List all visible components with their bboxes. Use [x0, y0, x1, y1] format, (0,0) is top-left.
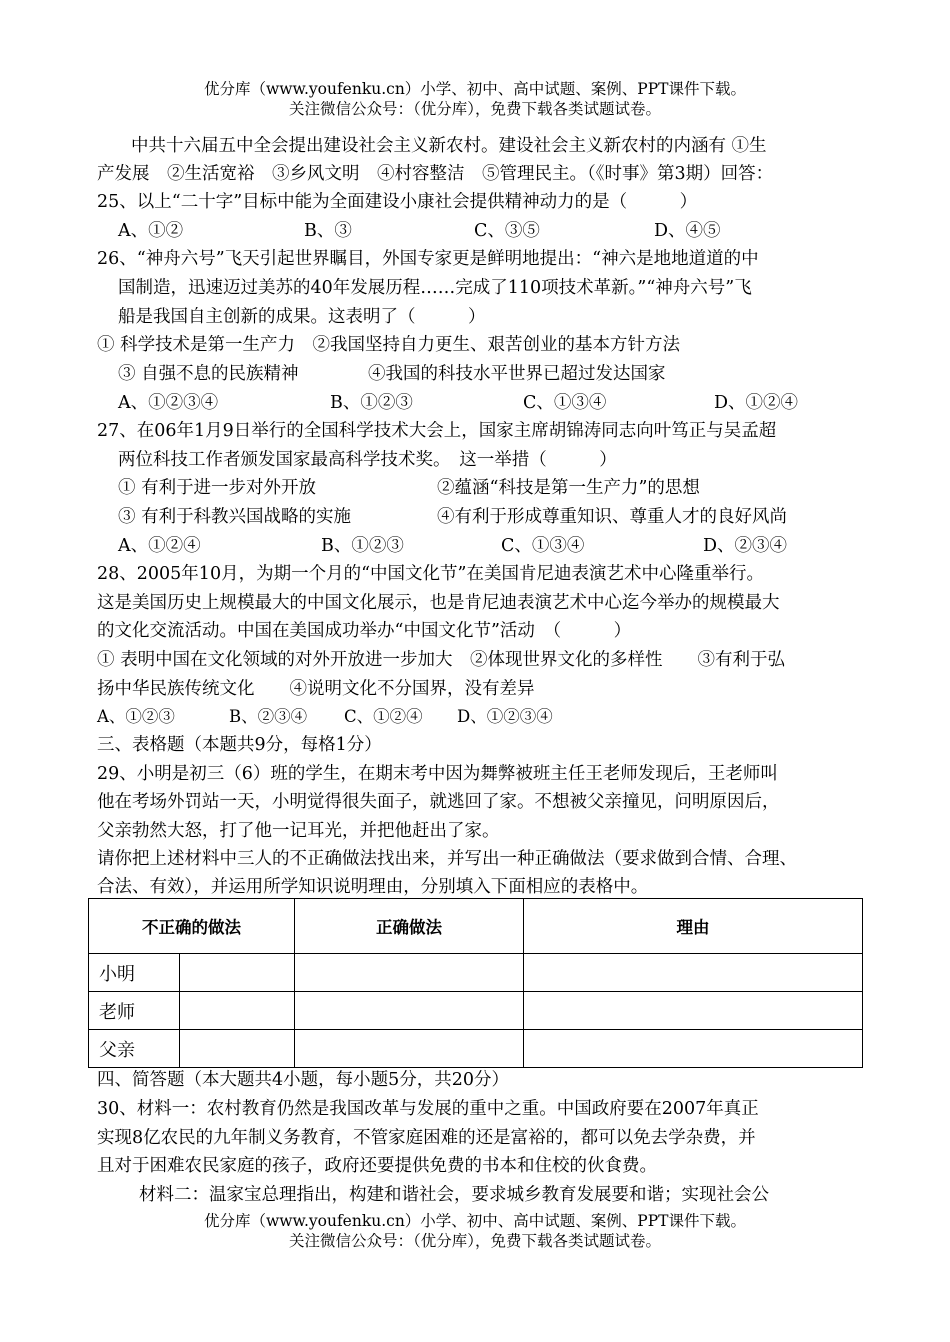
q28-option-a: A、①②③ — [97, 707, 175, 726]
answer-cell[interactable] — [180, 1030, 295, 1068]
intro-line-1: 中共十六届五中全会提出建设社会主义新农村。建设社会主义新农村的内涵有 ①生 — [131, 136, 767, 156]
answer-cell[interactable] — [295, 992, 524, 1030]
q28-option-d: D、①②③④ — [457, 707, 553, 726]
header-line-2: 关注微信公众号：（优分库），免费下载各类试题试卷。 — [288, 100, 661, 118]
q26-statement-4: ④我国的科技水平世界已超过发达国家 — [368, 364, 666, 384]
q28-statement-2: 扬中华民族传统文化 ④说明文化不分国界，没有差异 — [97, 679, 535, 699]
answer-cell[interactable] — [180, 954, 295, 992]
q28-option-c: C、①②④ — [344, 707, 423, 726]
q27-option-a: A、①②④ — [118, 536, 201, 556]
q25-option-b: B、③ — [304, 221, 352, 241]
footer-line-2: 关注微信公众号：（优分库），免费下载各类试题试卷。 — [288, 1232, 661, 1250]
q28-option-b: B、②③④ — [229, 707, 308, 726]
answer-table-header-row — [89, 899, 863, 954]
q30-line-4: 材料二：温家宝总理指出，构建和谐社会，要求城乡教育发展要和谐；实现社会公 — [139, 1185, 769, 1205]
q27-statement-2: ②蕴涵“科技是第一生产力”的思想 — [437, 478, 700, 498]
answer-cell[interactable] — [524, 1030, 863, 1068]
answer-cell[interactable] — [295, 954, 524, 992]
answer-cell[interactable] — [180, 992, 295, 1030]
q25-option-d: D、④⑤ — [654, 221, 721, 241]
q29-line-4: 请你把上述材料中三人的不正确做法找出来，并写出一种正确做法（要求做到合情、合理、 — [97, 849, 797, 869]
q26-statement-3: ③ 自强不息的民族精神 — [118, 364, 299, 384]
q26-option-d: D、①②④ — [714, 393, 799, 413]
q27-statement-3: ③ 有利于科教兴国战略的实施 — [118, 507, 352, 527]
answer-cell[interactable] — [524, 992, 863, 1030]
q28-line-2: 这是美国历史上规模最大的中国文化展示，也是肯尼迪表演艺术中心迄今举办的规模最大 — [97, 593, 780, 613]
q27-option-c: C、①③④ — [501, 536, 585, 556]
table-row — [89, 992, 863, 1030]
q27-option-b: B、①②③ — [321, 536, 404, 556]
answer-cell[interactable] — [524, 954, 863, 992]
q28-line-3: 的文化交流活动。中国在美国成功举办“中国文化节”活动 （ ） — [97, 621, 632, 641]
q27-line-2: 两位科技工作者颁发国家最高科学技术奖。 这一举措（ ） — [118, 450, 617, 470]
q26-option-c: C、①③④ — [523, 393, 607, 413]
header-reason: 理由 — [524, 899, 863, 954]
q26-line-1: 26、“神舟六号”飞天引起世界瞩目，外国专家更是鲜明地提出：“神六是地地道道的中 — [97, 249, 759, 269]
header-incorrect-practice: 不正确的做法 — [89, 899, 295, 954]
answer-cell[interactable] — [295, 1030, 524, 1068]
answer-table — [88, 898, 863, 1068]
header-correct-practice: 正确做法 — [295, 899, 524, 954]
q26-line-2: 国制造，迅速迈过美苏的40年发展历程……完成了110项技术革新。”“神舟六号”飞 — [118, 278, 752, 298]
q25-stem: 25、以上“二十字”目标中能为全面建设小康社会提供精神动力的是（ ） — [97, 192, 698, 212]
q25-option-a: A、①② — [118, 221, 184, 241]
row-label-teacher: 老师 — [89, 992, 180, 1030]
q26-option-a: A、①②③④ — [118, 393, 219, 413]
q27-statement-1: ① 有利于进一步对外开放 — [118, 478, 317, 498]
header-line-1: 优分库（www.youfenku.cn）小学、初中、高中试题、案例、PPT课件下载。 — [203, 80, 747, 98]
footer-line-1: 优分库（www.youfenku.cn）小学、初中、高中试题、案例、PPT课件下载。 — [203, 1212, 747, 1230]
q26-line-3: 船是我国自主创新的成果。这表明了（ ） — [118, 307, 486, 327]
q29-line-3: 父亲勃然大怒，打了他一记耳光，并把他赶出了家。 — [97, 821, 500, 841]
q25-option-c: C、③⑤ — [474, 221, 540, 241]
q29-line-5: 合法、有效），并运用所学知识说明理由，分别填入下面相应的表格中。 — [97, 877, 649, 897]
q30-line-3: 且对于困难农民家庭的孩子，政府还要提供免费的书本和住校的伙食费。 — [97, 1156, 657, 1176]
q27-statement-4: ④有利于形成尊重知识、尊重人才的良好风尚 — [437, 507, 787, 527]
q26-statement-1: ① 科学技术是第一生产力 ②我国坚持自力更生、艰苦创业的基本方针方法 — [97, 335, 681, 355]
q26-option-b: B、①②③ — [330, 393, 413, 413]
q29-line-2: 他在考场外罚站一天，小明觉得很失面子，就逃回了家。不想被父亲撞见，问明原因后， — [97, 792, 780, 812]
q27-option-d: D、②③④ — [703, 536, 788, 556]
row-label-xiaoming: 小明 — [89, 954, 180, 992]
q28-statement-1: ① 表明中国在文化领域的对外开放进一步加大 ②体现世界文化的多样性 ③有利于弘 — [97, 650, 786, 670]
section-3-title: 三、表格题（本题共9分，每格1分） — [97, 735, 382, 755]
q27-line-1: 27、在06年1月9日举行的全国科学技术大会上，国家主席胡锦涛同志向叶笃正与吴孟超 — [97, 421, 777, 441]
q30-line-2: 实现8亿农民的九年制义务教育，不管家庭困难的还是富裕的，都可以免去学杂费，并 — [97, 1128, 756, 1148]
q30-line-1: 30、材料一：农村教育仍然是我国改革与发展的重中之重。中国政府要在2007年真正 — [97, 1099, 759, 1119]
section-4-title: 四、简答题（本大题共4小题，每小题5分，共20分） — [97, 1070, 510, 1090]
table-row — [89, 1030, 863, 1068]
q28-line-1: 28、2005年10月，为期一个月的“中国文化节”在美国肯尼迪表演艺术中心隆重举行。 — [97, 564, 764, 584]
intro-line-2: 产发展 ②生活宽裕 ③乡风文明 ④村容整洁 ⑤管理民主。（《时事》第3期）回答： — [97, 164, 774, 184]
row-label-father: 父亲 — [89, 1030, 180, 1068]
table-row — [89, 954, 863, 992]
q29-line-1: 29、小明是初三（6）班的学生，在期末考中因为舞弊被班主任王老师发现后，王老师叫 — [97, 764, 778, 784]
